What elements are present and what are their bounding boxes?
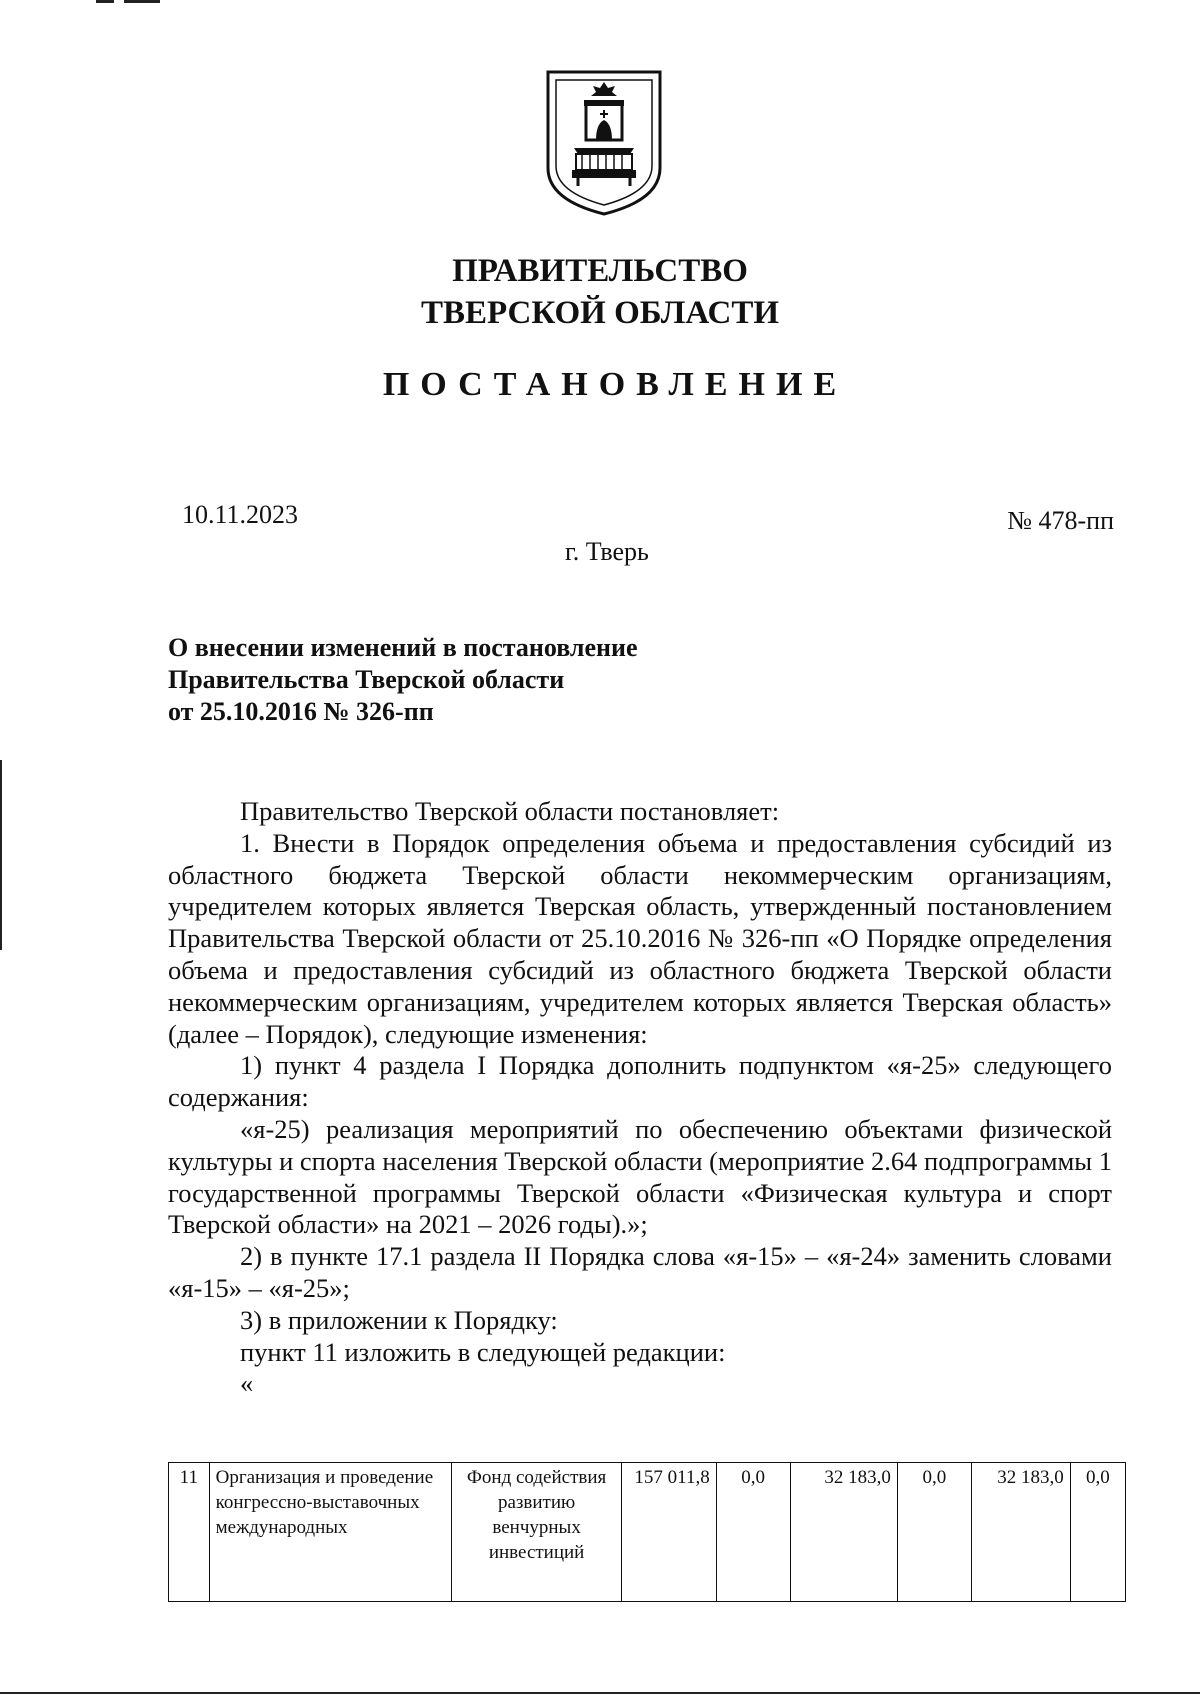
body-paragraph-4: 2) в пункте 17.1 раздела II Порядка слова «я-15» – «я-24» заменить словами «я-15» – «я-25»; <box>168 1241 1112 1303</box>
body-paragraph-intro: Правительство Тверской области постановляет: <box>240 796 780 826</box>
body-paragraph-6: пункт 11 изложить в следующей редакции: <box>240 1336 726 1367</box>
subsidy-table <box>168 1462 1126 1602</box>
cell-value-3: 32 183,0 <box>790 1463 897 1602</box>
cell-value-1: 157 011,8 <box>621 1463 716 1602</box>
subject-line-1: О внесении изменений в постановление <box>168 633 638 662</box>
org-line-2: ТВЕРСКОЙ ОБЛАСТИ <box>420 295 780 331</box>
body-paragraph-3: «я-25) реализация мероприятий по обеспечению объектами физической культуры и спорта населения Тверской области (мероприятие 2.64 подпрограммы 1 государственной программы Тверской области «Физическая культура и спорт Тверской области» на 2021 – 2026 годы).»; <box>168 1113 1112 1240</box>
document-subject <box>168 632 968 728</box>
document-city: г. Тверь <box>565 537 649 566</box>
appendix-table <box>168 1462 1126 1602</box>
document-date: 10.11.2023 <box>182 500 299 529</box>
scan-mark-bottom <box>0 1692 1200 1694</box>
body-paragraph-1: 1. Внести в Порядок определения объема и предоставления субсидий из областного бюджета Тверской области некоммерческим организациям, учредителем которых является Тверская область, утвержденный постановлением Правительства Тверской области от 25.10.2016 № 326-пп «О Порядке определения объема и предоставления субсидий из областного бюджета Тверской области некоммерческим организациям, учредителем которых является Тверская область» (далее – Порядок), следующие изменения: <box>168 827 1112 1049</box>
cell-event-name: Организация и проведение конгрессно-выставочных международных <box>209 1463 452 1602</box>
scan-mark-top <box>96 0 114 3</box>
body-paragraph-5: 3) в приложении к Порядку: <box>240 1304 558 1335</box>
org-line-1: ПРАВИТЕЛЬСТВО <box>452 253 748 289</box>
organization-title <box>0 250 1200 334</box>
cell-recipient: Фонд содействия развитию венчурных инвестиций <box>452 1463 622 1602</box>
cell-value-6: 0,0 <box>1070 1463 1125 1602</box>
document-body <box>168 796 1112 1400</box>
body-quote-open: « <box>240 1368 254 1399</box>
body-paragraph-2: 1) пункт 4 раздела I Порядка дополнить подпунктом «я-25» следующего содержания: <box>168 1050 1112 1113</box>
coat-of-arms-icon <box>544 68 664 218</box>
cell-number: 11 <box>169 1463 210 1602</box>
document-type: ПОСТАНОВЛЕНИЕ <box>382 366 848 403</box>
scan-mark-top-2 <box>124 0 160 3</box>
subject-line-3: от 25.10.2016 № 326-пп <box>168 697 434 726</box>
cell-value-2: 0,0 <box>716 1463 790 1602</box>
table-row <box>169 1463 1126 1602</box>
subject-line-2: Правительства Тверской области <box>168 665 565 694</box>
document-number: № 478-пп <box>1007 506 1114 535</box>
cell-value-4: 0,0 <box>897 1463 971 1602</box>
scan-mark-left <box>0 760 2 950</box>
cell-value-5: 32 183,0 <box>971 1463 1070 1602</box>
